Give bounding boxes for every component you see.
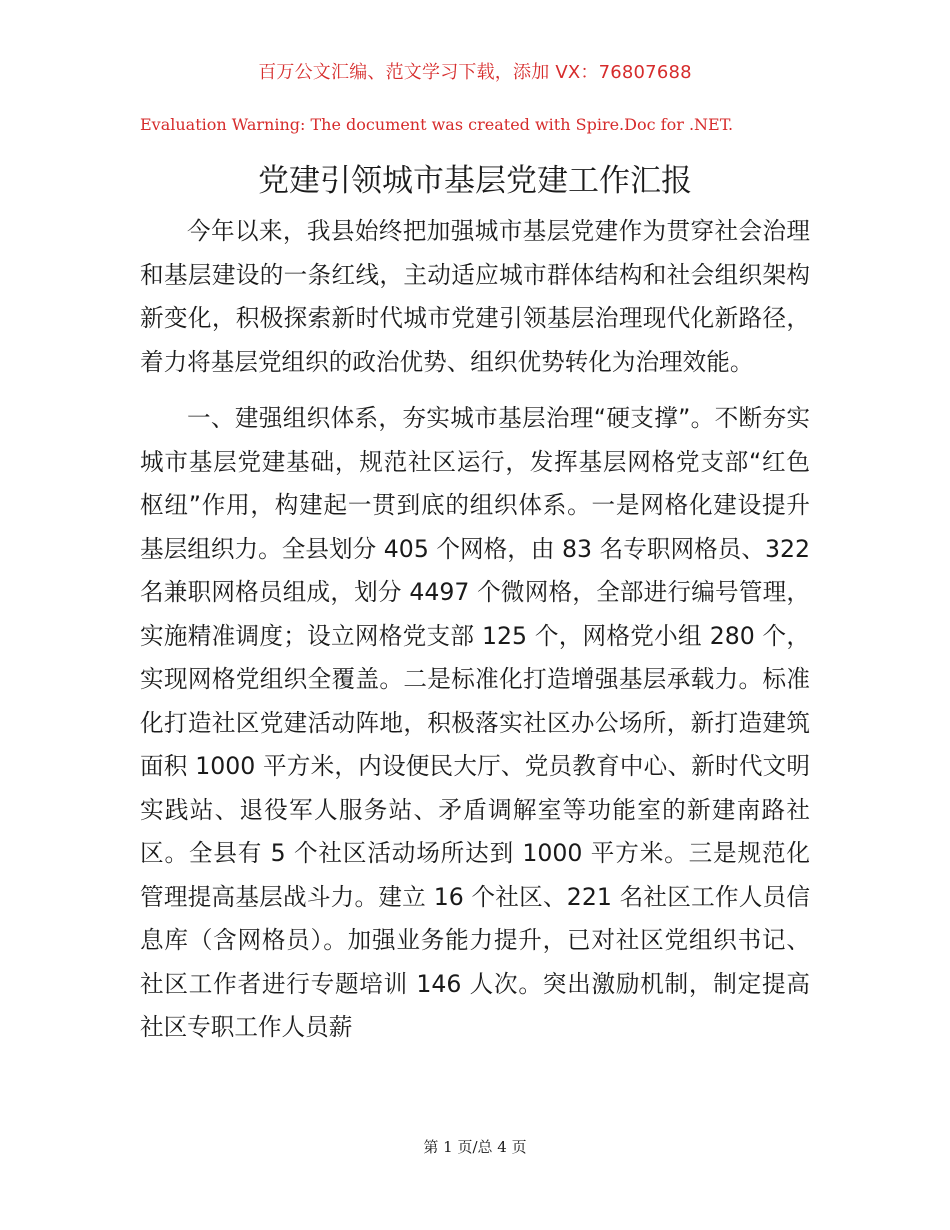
document-title: 党建引领城市基层党建工作汇报 (258, 163, 692, 199)
evaluation-warning: Evaluation Warning: The document was created with Spire.Doc for .NET. (140, 115, 734, 134)
paragraph-section-one: 一、建强组织体系，夯实城市基层治理“硬支撑”。不断夯实城市基层党建基础，规范社区运行，发挥基层网格党支部“红色枢纽”作用，构建起一贯到底的组织体系。一是网格化建设提升基层组织力。全县划分 405 个网格，由 83 名专职网格员、322 名兼职网格员组成，划分 4497 个微网格，全部进行编号管理，实施精准调度；设立网格党支部 125 个，网格党小组 280 个，实现网格党组织全覆盖。二是标准化打造增强基层承载力。标准化打造社区党建活动阵地，积极落实社区办公场所，新打造建筑面积 1000 平方米，内设便民大厅、党员教育中心、新时代文明实践站、退役军人服务站、矛盾调解室等功能室的新建南路社区。全县有 5 个社区活动场所达到 1000 平方米。三是规范化管理提高基层战斗力。建立 16 个社区、221 名社区工作人员信息库（含网格员）。加强业务能力提升，已对社区党组织书记、社区工作者进行专题培训 146 人次。突出激励机制，制定提高社区专职工作人员薪 (140, 404, 810, 1041)
paragraph-intro: 今年以来，我县始终把加强城市基层党建作为贯穿社会治理和基层建设的一条红线，主动适应城市群体结构和社会组织架构新变化，积极探索新时代城市党建引领基层治理现代化新路径，着力将基层党组织的政治优势、组织优势转化为治理效能。 (140, 217, 810, 376)
promo-banner: 百万公文汇编、范文学习下载，添加 VX：76807688 (258, 62, 692, 83)
page-number: 第 1 页/总 4 页 (423, 1138, 527, 1156)
document-body (140, 210, 810, 1050)
